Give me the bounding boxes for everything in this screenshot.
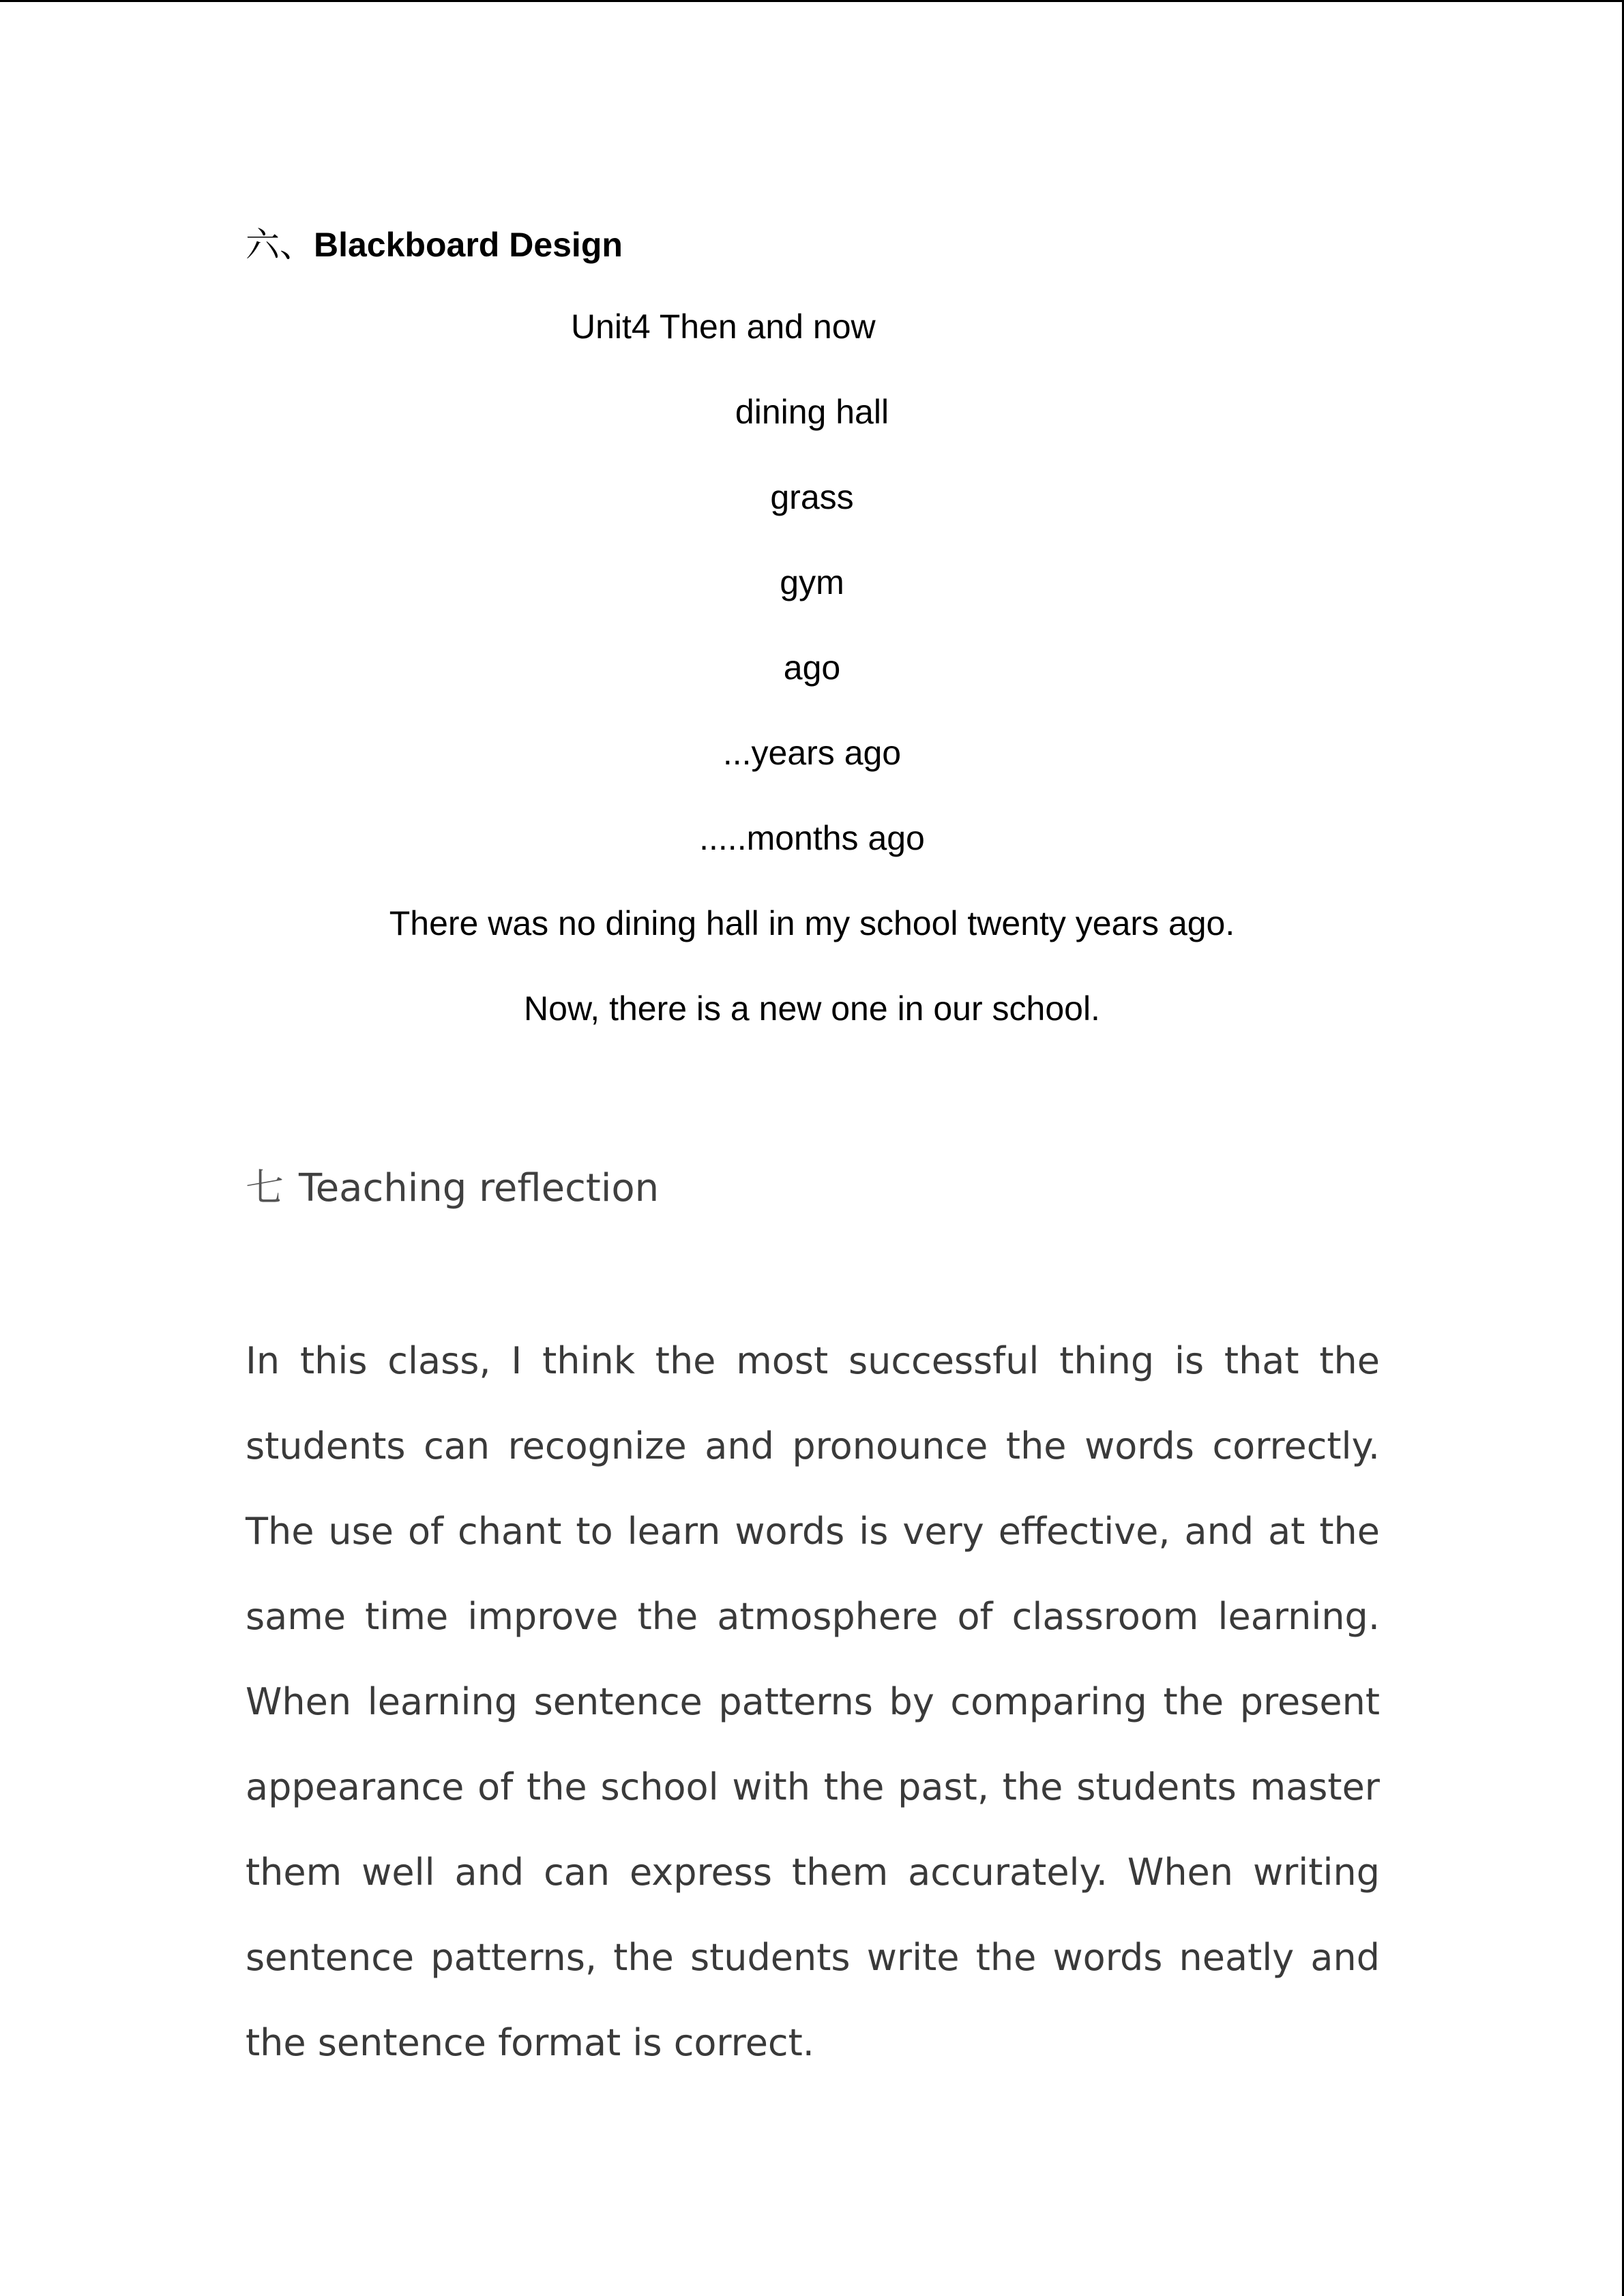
section-seven-heading [246, 1158, 659, 1212]
blackboard-word: gym [780, 563, 844, 601]
section-six-title: Blackboard Design [314, 226, 623, 264]
blackboard-word: ...years ago [722, 734, 902, 772]
blackboard-sentence: Now, there is a new one in our school. [524, 989, 1100, 1028]
section-seven-number: 七 [246, 1166, 284, 1210]
blackboard-word: grass [770, 478, 854, 516]
blackboard-word: .....months ago [699, 819, 925, 857]
blackboard-word: dining hall [735, 393, 889, 431]
section-seven-title: Teaching reflection [299, 1166, 660, 1210]
blackboard-word: ago [783, 648, 841, 687]
reflection-paragraph: In this class, I think the most successful thing is that the students can recognize and pronounce the words correctly. The use of chant to learn words is very effective, and at the same time improve the atmosphere of classroom learning. When learning sentence patterns by comparing the present appearance of the school with the past, the students master them well and can express them accurately. When writing sentence patterns, the students write the words neatly and the sentence format is correct. [246, 1339, 1380, 2064]
blackboard-title: Unit4 Then and now [571, 308, 876, 346]
section-six-heading [246, 218, 623, 267]
section-six-number: 六、 [246, 225, 314, 265]
blackboard-sentence: There was no dining hall in my school twenty years ago. [389, 904, 1235, 942]
